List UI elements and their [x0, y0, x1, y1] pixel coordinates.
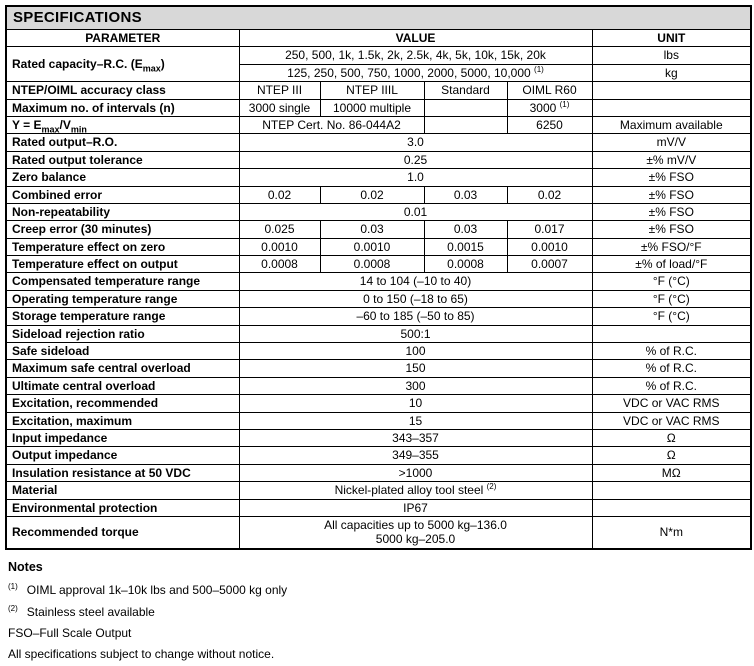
spec-row-excitation-recommended: [6, 395, 751, 412]
value-temp-output-3: 0.0008: [424, 256, 507, 273]
param-insulation-resistance: Insulation resistance at 50 VDC: [6, 464, 239, 481]
unit-storage-temp: °F (°C): [592, 308, 751, 325]
note-1-text: OIML approval 1k–10k lbs and 500–5000 kg only: [26, 582, 288, 597]
spec-row-input-impedance: [6, 429, 751, 446]
unit-combined-error: ±% FSO: [592, 186, 751, 203]
value-safe-central-overload: 150: [239, 360, 592, 377]
specifications-table: [5, 5, 752, 550]
value-material: Nickel-plated alloy tool steel $^{(2)}$: [239, 482, 592, 499]
unit-accuracy-class: [592, 82, 751, 99]
unit-max-intervals: [592, 99, 751, 116]
spec-row-max-intervals: [6, 99, 751, 116]
unit-material: [592, 482, 751, 499]
spec-row-compensated-temp: [6, 273, 751, 290]
value-excitation-maximum: 15: [239, 412, 592, 429]
spec-row-temp-effect-zero: [6, 238, 751, 255]
spec-row-output-impedance: [6, 447, 751, 464]
param-excitation-maximum: Excitation, maximum: [6, 412, 239, 429]
value-rated-capacity-lbs: 250, 500, 1k, 1.5k, 2k, 2.5k, 4k, 5k, 10k, 15k, 20k: [239, 47, 592, 64]
param-operating-temp: Operating temperature range: [6, 290, 239, 307]
spec-row-safe-central-overload: [6, 360, 751, 377]
unit-input-impedance: Ω: [592, 429, 751, 446]
param-output-impedance: Output impedance: [6, 447, 239, 464]
value-operating-temp: 0 to 150 (–18 to 65): [239, 290, 592, 307]
unit-environmental-protection: [592, 499, 751, 516]
value-output-impedance: 349–355: [239, 447, 592, 464]
spec-row-excitation-maximum: [6, 412, 751, 429]
value-temp-zero-1: 0.0010: [239, 238, 320, 255]
value-intervals-single: 3000 single: [239, 99, 320, 116]
value-non-repeatability: 0.01: [239, 203, 592, 220]
value-temp-output-2: 0.0008: [320, 256, 424, 273]
value-sideload-rejection: 500:1: [239, 325, 592, 342]
value-safe-sideload: 100: [239, 343, 592, 360]
value-combined-error-1: 0.02: [239, 186, 320, 203]
value-y-standard: [424, 116, 507, 133]
value-temp-output-1: 0.0008: [239, 256, 320, 273]
table-title: SPECIFICATIONS: [6, 6, 751, 30]
spec-row-sideload-rejection: [6, 325, 751, 342]
spec-row-insulation-resistance: [6, 464, 751, 481]
param-max-intervals: Maximum no. of intervals (n): [6, 99, 239, 116]
param-temp-effect-output: Temperature effect on output: [6, 256, 239, 273]
value-combined-error-4: 0.02: [507, 186, 592, 203]
value-recommended-torque: [239, 516, 592, 548]
param-y-ratio: $Y = E_{max}/V_{min}$: [6, 116, 239, 133]
value-combined-error-3: 0.03: [424, 186, 507, 203]
torque-line-1: All capacities up to 5000 kg–136.0: [324, 517, 507, 532]
param-safe-sideload: Safe sideload: [6, 343, 239, 360]
value-accuracy-ntep3l: NTEP IIIL: [320, 82, 424, 99]
value-output-tolerance: 0.25: [239, 151, 592, 168]
note-2-text: Stainless steel available: [26, 604, 155, 619]
param-combined-error: Combined error: [6, 186, 239, 203]
param-temp-effect-zero: Temperature effect on zero: [6, 238, 239, 255]
param-output-tolerance: Rated output tolerance: [6, 151, 239, 168]
value-creep-error-2: 0.03: [320, 221, 424, 238]
unit-excitation-recommended: VDC or VAC RMS: [592, 395, 751, 412]
spec-row-rated-output: [6, 134, 751, 151]
param-excitation-recommended: Excitation, recommended: [6, 395, 239, 412]
value-y-oiml: 6250: [507, 116, 592, 133]
unit-temp-effect-zero: ±% FSO/°F: [592, 238, 751, 255]
value-ntep-cert: NTEP Cert. No. 86-044A2: [239, 116, 424, 133]
spec-row-rated-capacity-lbs: [6, 47, 751, 64]
unit-creep-error: ±% FSO: [592, 221, 751, 238]
unit-ultimate-overload: % of R.C.: [592, 377, 751, 394]
disclaimer: All specifications subject to change without notice.: [8, 646, 275, 661]
param-zero-balance: Zero balance: [6, 169, 239, 186]
value-creep-error-3: 0.03: [424, 221, 507, 238]
value-compensated-temp: 14 to 104 (–10 to 40): [239, 273, 592, 290]
value-creep-error-4: 0.017: [507, 221, 592, 238]
unit-rated-capacity-kg: kg: [592, 64, 751, 81]
value-storage-temp: –60 to 185 (–50 to 85): [239, 308, 592, 325]
value-accuracy-standard: Standard: [424, 82, 507, 99]
unit-rated-output: mV/V: [592, 134, 751, 151]
spec-row-operating-temp: [6, 290, 751, 307]
unit-operating-temp: °F (°C): [592, 290, 751, 307]
spec-row-temp-effect-output: [6, 256, 751, 273]
unit-insulation-resistance: MΩ: [592, 464, 751, 481]
value-rated-output: 3.0: [239, 134, 592, 151]
spec-row-ultimate-overload: [6, 377, 751, 394]
value-combined-error-2: 0.02: [320, 186, 424, 203]
spec-row-recommended-torque: [6, 516, 751, 548]
value-accuracy-oiml: OIML R60: [507, 82, 592, 99]
unit-excitation-maximum: VDC or VAC RMS: [592, 412, 751, 429]
spec-row-creep-error: [6, 221, 751, 238]
param-environmental-protection: Environmental protection: [6, 499, 239, 516]
unit-output-tolerance: ±% mV/V: [592, 151, 751, 168]
column-header-parameter: PARAMETER: [6, 30, 239, 47]
param-creep-error: Creep error (30 minutes): [6, 221, 239, 238]
value-creep-error-1: 0.025: [239, 221, 320, 238]
spec-row-combined-error: [6, 186, 751, 203]
value-temp-output-4: 0.0007: [507, 256, 592, 273]
value-temp-zero-2: 0.0010: [320, 238, 424, 255]
unit-non-repeatability: ±% FSO: [592, 203, 751, 220]
column-header-value: VALUE: [239, 30, 592, 47]
unit-output-impedance: Ω: [592, 447, 751, 464]
spec-row-safe-sideload: [6, 343, 751, 360]
param-material: Material: [6, 482, 239, 499]
value-input-impedance: 343–357: [239, 429, 592, 446]
unit-rated-capacity-lbs: lbs: [592, 47, 751, 64]
unit-recommended-torque: N*m: [592, 516, 751, 548]
column-header-row: [6, 30, 751, 47]
value-temp-zero-4: 0.0010: [507, 238, 592, 255]
spec-row-material: [6, 482, 751, 499]
value-ultimate-overload: 300: [239, 377, 592, 394]
spec-row-zero-balance: [6, 169, 751, 186]
spec-row-output-tolerance: [6, 151, 751, 168]
unit-safe-sideload: % of R.C.: [592, 343, 751, 360]
note-2: [8, 604, 748, 620]
spec-row-non-repeatability: [6, 203, 751, 220]
unit-y-ratio: Maximum available: [592, 116, 751, 133]
value-zero-balance: 1.0: [239, 169, 592, 186]
param-recommended-torque: Recommended torque: [6, 516, 239, 548]
param-rated-output: Rated output–R.O.: [6, 134, 239, 151]
column-header-unit: UNIT: [592, 30, 751, 47]
value-insulation-resistance: >1000: [239, 464, 592, 481]
param-rated-capacity: Rated capacity–R.C. $(E_{max})$: [6, 47, 239, 82]
param-non-repeatability: Non-repeatability: [6, 203, 239, 220]
param-compensated-temp: Compensated temperature range: [6, 273, 239, 290]
note-1: [8, 582, 748, 598]
title-row: [6, 6, 751, 30]
value-rated-capacity-kg: 125, 250, 500, 750, 1000, 2000, 5000, 10,000 $^{(1)}$: [239, 64, 592, 81]
param-sideload-rejection: Sideload rejection ratio: [6, 325, 239, 342]
param-storage-temp: Storage temperature range: [6, 308, 239, 325]
value-excitation-recommended: 10: [239, 395, 592, 412]
unit-temp-effect-output: ±% of load/°F: [592, 256, 751, 273]
note-1-marker: (1): [8, 581, 18, 591]
fso-definition: FSO–Full Scale Output: [8, 625, 132, 640]
param-safe-central-overload: Maximum safe central overload: [6, 360, 239, 377]
notes-section: [5, 550, 750, 662]
param-input-impedance: Input impedance: [6, 429, 239, 446]
spec-row-accuracy-class: [6, 82, 751, 99]
spec-row-environmental-protection: [6, 499, 751, 516]
unit-compensated-temp: °F (°C): [592, 273, 751, 290]
value-environmental-protection: IP67: [239, 499, 592, 516]
param-ultimate-overload: Ultimate central overload: [6, 377, 239, 394]
note-2-marker: (2): [8, 603, 18, 613]
value-accuracy-ntep3: NTEP III: [239, 82, 320, 99]
unit-safe-central-overload: % of R.C.: [592, 360, 751, 377]
value-intervals-oiml: 3000 $^{(1)}$: [507, 99, 592, 116]
unit-sideload-rejection: [592, 325, 751, 342]
value-temp-zero-3: 0.0015: [424, 238, 507, 255]
value-intervals-standard: [424, 99, 507, 116]
unit-zero-balance: ±% FSO: [592, 169, 751, 186]
param-accuracy-class: NTEP/OIML accuracy class: [6, 82, 239, 99]
spec-row-storage-temp: [6, 308, 751, 325]
notes-heading: Notes: [8, 559, 43, 574]
torque-line-2: 5000 kg–205.0: [375, 532, 456, 547]
spec-row-y-ratio: [6, 116, 751, 133]
value-intervals-multiple: 10000 multiple: [320, 99, 424, 116]
